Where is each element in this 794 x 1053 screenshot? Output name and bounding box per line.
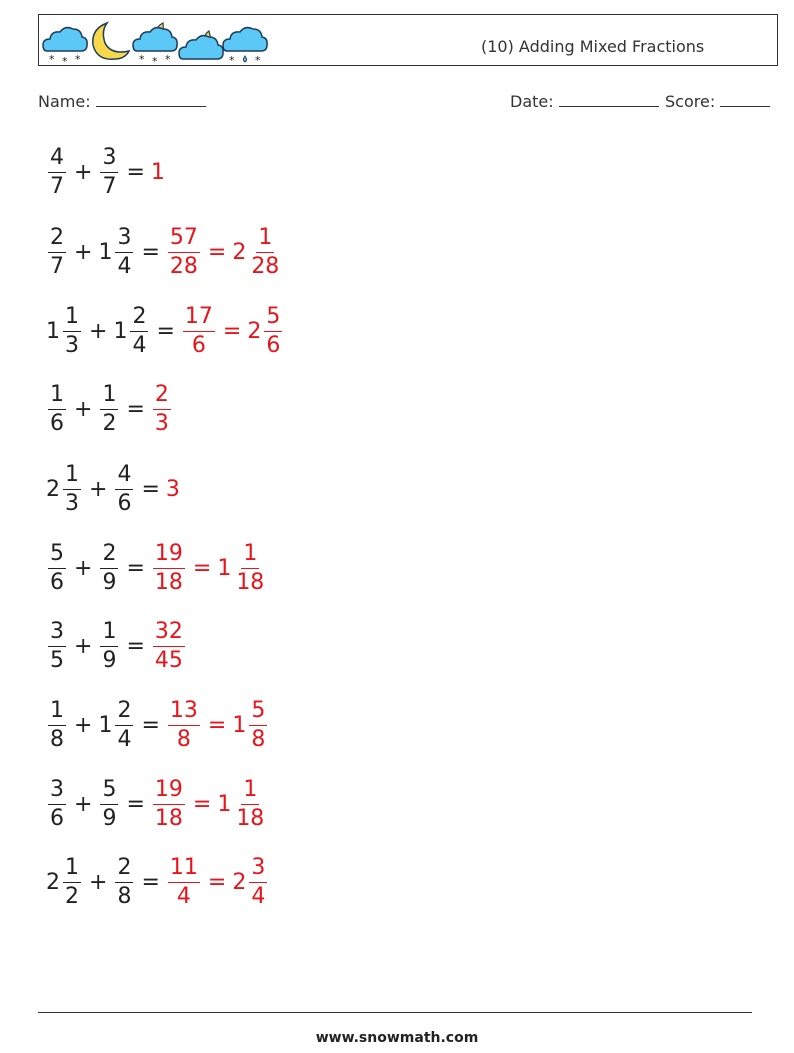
fraction [153,540,185,595]
denominator: 6 [50,569,64,595]
whole-number: 2 [232,239,247,265]
fraction [48,540,66,595]
addend-b [98,776,120,831]
denominator: 8 [117,883,132,909]
date-blank[interactable] [559,92,659,107]
answer-mixed [217,540,268,595]
answer [151,618,187,673]
numerator: 5 [264,306,282,332]
fraction [100,776,118,831]
denominator: 18 [154,805,183,831]
svg-text:*: * [255,54,261,65]
numerator: 1 [63,857,81,883]
numerator: 5 [100,779,118,805]
answer [166,477,180,502]
numerator: 1 [241,779,259,805]
whole-number: 1 [217,791,232,817]
weather-icons [41,19,273,65]
fraction [234,776,266,831]
fraction [48,224,66,279]
plus-sign: + [89,318,108,344]
worksheet-title: (10) Adding Mixed Fractions [481,37,705,56]
fraction [168,224,200,279]
fraction [153,618,185,673]
crescent-moon-icon [93,23,129,59]
whole-number: 1 [217,555,232,581]
numerator: 1 [48,700,66,726]
answer-improper [151,381,173,436]
name-field[interactable] [38,92,206,111]
problem-row [46,301,284,361]
fraction [63,854,81,909]
numerator: 2 [48,227,66,253]
denominator: 8 [176,726,191,752]
answer [166,224,283,279]
fraction [100,540,118,595]
numerator: 13 [168,700,200,726]
denominator: 18 [236,569,265,595]
svg-text:*: * [152,55,158,65]
numerator: 2 [130,306,148,332]
answer-equals-sign: = [192,791,212,817]
name-label: Name: [38,92,91,111]
whole-number: 2 [46,869,60,895]
whole-number: 1 [232,712,247,738]
answer [151,381,173,436]
numerator: 3 [48,779,66,805]
equals-sign: = [141,869,160,895]
numerator: 32 [153,621,185,647]
fraction [234,540,266,595]
fraction [48,144,66,199]
denominator: 3 [154,410,169,436]
name-blank[interactable] [96,92,206,107]
numerator: 2 [115,700,133,726]
answer-equals-sign: = [207,869,227,895]
fraction [100,381,118,436]
answer-mixed [232,224,283,279]
addend-a [46,381,68,436]
answer [166,854,269,909]
whole-number: 1 [98,239,113,265]
worksheet-header [38,14,778,66]
fraction [264,303,282,358]
fraction [168,697,200,752]
plus-sign: + [74,791,93,817]
cloud-moon-icon [179,31,223,59]
numerator: 11 [168,857,200,883]
denominator: 6 [50,410,64,436]
denominator: 7 [50,173,64,199]
numerator: 1 [256,227,274,253]
denominator: 5 [50,647,64,673]
snow-cloud-icon [43,28,87,65]
whole-number: 2 [46,476,60,502]
answer-mixed [232,854,269,909]
denominator: 3 [65,332,79,358]
problem-row [46,379,173,439]
numerator: 5 [249,700,267,726]
addend-b [98,618,120,673]
fraction [153,776,185,831]
addend-a [46,618,68,673]
numerator: 1 [48,384,66,410]
fraction [63,303,81,358]
denominator: 9 [102,647,117,673]
fraction [48,776,66,831]
denominator: 2 [102,410,117,436]
answer [181,303,284,358]
answer [151,160,165,185]
date-label: Date: [510,92,554,111]
numerator: 19 [153,779,185,805]
numerator: 4 [115,464,133,490]
denominator: 45 [154,647,183,673]
plus-sign: + [74,633,93,659]
plus-sign: + [74,396,93,422]
svg-text:*: * [229,54,235,65]
numerator: 1 [100,384,118,410]
numerator: 3 [115,227,133,253]
problem-row [46,142,165,202]
fraction [63,461,81,516]
problem-row [46,538,268,598]
answer-equals-sign: = [222,318,242,344]
equals-sign: = [141,712,160,738]
addend-a [46,224,68,279]
denominator: 7 [50,253,64,279]
addend-b [98,697,135,752]
answer-improper [151,776,187,831]
fraction [48,697,66,752]
fraction [130,303,148,358]
answer-whole: 3 [165,476,180,502]
numerator: 1 [241,543,259,569]
numerator: 19 [153,543,185,569]
answer-mixed [232,697,269,752]
answer-improper [151,618,187,673]
denominator: 18 [154,569,183,595]
whole-number: 2 [247,318,262,344]
addend-a [46,540,68,595]
numerator: 17 [183,306,215,332]
svg-text:*: * [75,53,81,65]
denominator: 9 [102,569,117,595]
answer-mixed [217,776,268,831]
denominator: 6 [50,805,64,831]
problem-row [46,852,269,912]
fraction [115,224,133,279]
denominator: 8 [251,726,266,752]
answer-improper [151,540,187,595]
answer-equals-sign: = [207,712,227,738]
denominator: 6 [191,332,206,358]
footer-divider [38,1012,752,1013]
denominator: 6 [117,490,132,516]
addend-b [98,144,120,199]
svg-text:*: * [139,53,145,65]
denominator: 2 [65,883,79,909]
equals-sign: = [126,791,145,817]
problem-row [46,616,187,676]
addend-a [46,854,83,909]
equals-sign: = [126,159,145,185]
addend-a [46,303,83,358]
denominator: 4 [176,883,191,909]
answer-whole: 1 [150,159,165,185]
numerator: 3 [100,147,118,173]
score-field[interactable] [665,92,770,111]
fraction [115,461,133,516]
svg-text:*: * [49,53,55,65]
whole-number: 1 [46,318,60,344]
addend-a [46,461,83,516]
addend-a [46,697,68,752]
problem-row [46,774,268,834]
equals-sign: = [141,239,160,265]
problem-row [46,222,283,282]
fraction [153,381,171,436]
numerator: 1 [63,464,81,490]
numerator: 3 [48,621,66,647]
answer-equals-sign: = [207,239,227,265]
fraction [168,854,200,909]
answer [151,540,268,595]
rain-snow-cloud-icon [223,28,267,65]
addend-b [113,854,135,909]
answer-improper [181,303,217,358]
answer-improper [166,697,202,752]
whole-number: 1 [98,712,113,738]
numerator: 5 [48,543,66,569]
denominator: 18 [236,805,265,831]
denominator: 28 [251,253,280,279]
numerator: 1 [63,306,81,332]
date-field[interactable] [510,92,659,111]
numerator: 2 [153,384,171,410]
fraction [249,697,267,752]
problem-row [46,459,180,519]
denominator: 9 [102,805,117,831]
score-label: Score: [665,92,716,111]
equals-sign: = [126,633,145,659]
denominator: 4 [117,726,132,752]
equals-sign: = [156,318,175,344]
svg-text:*: * [165,53,171,65]
plus-sign: + [74,159,93,185]
addend-a [46,144,68,199]
whole-number: 2 [232,869,247,895]
answer [151,776,268,831]
denominator: 28 [169,253,198,279]
answer-improper [166,224,202,279]
footer-site: www.snowmath.com [315,1030,479,1046]
numerator: 4 [48,147,66,173]
fraction [249,854,267,909]
fraction [115,854,133,909]
answer [166,697,269,752]
addend-b [98,224,135,279]
fraction [48,381,66,436]
fraction [183,303,215,358]
numerator: 57 [168,227,200,253]
snow-cloud-moon-icon [133,23,177,65]
equals-sign: = [126,555,145,581]
addend-b [98,381,120,436]
whole-number: 1 [113,318,128,344]
numerator: 3 [249,857,267,883]
plus-sign: + [74,555,93,581]
score-blank[interactable] [720,92,770,107]
equals-sign: = [141,476,160,502]
svg-text:*: * [62,55,68,65]
addend-b [113,461,135,516]
problem-row [46,695,269,755]
denominator: 3 [65,490,79,516]
fraction [115,697,133,752]
denominator: 6 [266,332,281,358]
numerator: 1 [100,621,118,647]
fraction [100,618,118,673]
fraction [48,618,66,673]
fraction [249,224,281,279]
numerator: 2 [100,543,118,569]
denominator: 4 [117,253,132,279]
denominator: 7 [102,173,117,199]
addend-a [46,776,68,831]
numerator: 2 [115,857,133,883]
equals-sign: = [126,396,145,422]
answer-equals-sign: = [192,555,212,581]
plus-sign: + [89,476,108,502]
denominator: 8 [50,726,64,752]
denominator: 4 [251,883,266,909]
fraction [100,144,118,199]
addend-b [98,540,120,595]
plus-sign: + [74,712,93,738]
answer-mixed [247,303,284,358]
addend-b [113,303,150,358]
plus-sign: + [74,239,93,265]
answer-improper [166,854,202,909]
denominator: 4 [132,332,147,358]
plus-sign: + [89,869,108,895]
